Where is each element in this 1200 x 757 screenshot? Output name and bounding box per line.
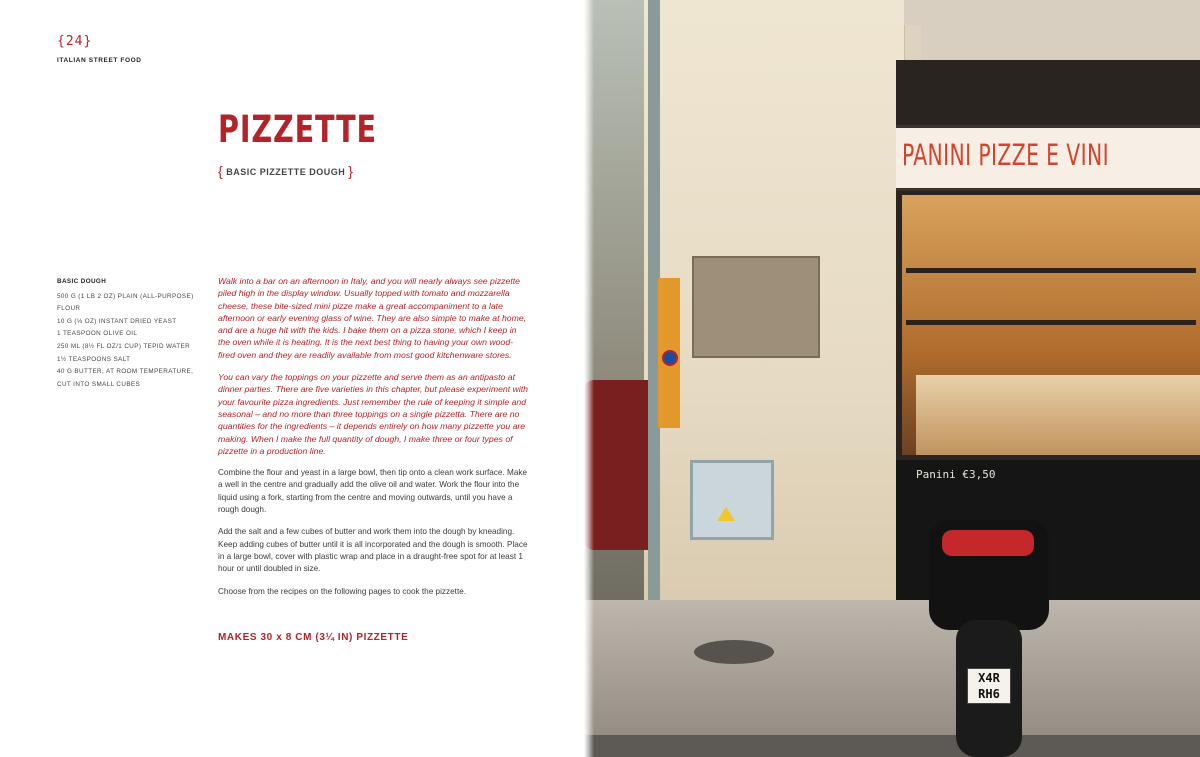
subtitle-text: BASIC PIZZETTE DOUGH (226, 167, 346, 177)
intro-paragraph: You can vary the toppings on your pizzette and serve them as an antipasto at dinner parties. There are five varieties in this chapter, but please experiment with your favourite pizza ingredients. Just remember the rule of keeping it simple and seasonal – and no more than three toppings on a single pizzetta. There are no quantities for the ingredients – it depends entirely on how many pizzette you are making. When I make the full quantity of dough, I make three or four types of pizzette in a production line. (218, 372, 529, 456)
shop-sign (896, 125, 1200, 191)
chalkboard-text: Panini €3,50 (916, 468, 996, 481)
method-step: Choose from the recipes on the following pages to cook the pizzette. (218, 586, 467, 596)
method-step: Add the salt and a few cubes of butter and work them into the dough by kneading. Keep adding cubes of butter until it is all incorporated and the dough is smooth. Place in a large bowl, cover with plastic wrap and place in a draught-free spot for at least 1 hour or until doubled in size. (218, 527, 528, 574)
street-photo (584, 0, 1200, 757)
ingredient-item: 10 G (⅓ OZ) INSTANT DRIED YEAST (57, 317, 177, 325)
photo-manhole (694, 640, 774, 664)
ingredient-item: 250 ML (8½ FL OZ/1 CUP) TEPID WATER (57, 342, 191, 350)
ingredient-item: 500 G (1 LB 2 OZ) PLAIN (ALL-PURPOSE) FLOUR (57, 292, 194, 313)
ingredients-heading: BASIC DOUGH (57, 278, 107, 285)
brace-close: } (348, 163, 354, 179)
book-title: ITALIAN STREET FOOD (57, 57, 142, 64)
recipe-subtitle (218, 163, 353, 179)
ingredient-item: 1 TEASPOON OLIVE OIL (57, 330, 138, 338)
method-text (218, 275, 528, 608)
torn-photo-edge (584, 0, 594, 757)
display-case (916, 375, 1200, 455)
photo-stone-plaque (692, 256, 820, 358)
license-plate-line: X4R (978, 671, 1000, 685)
license-plate-line: RH6 (978, 687, 1000, 701)
scooter-tail-light (942, 530, 1034, 556)
method-step: Combine the flour and yeast in a large bowl, then tip onto a clean work surface. Make a well in the centre and gradually add the olive oil and water. Work the flour into the liquid using a fork, starting from the centre and moving outwards, until you have a rough dough. (218, 468, 528, 515)
shop-shelf (906, 320, 1196, 325)
shop-sign-text: PANINI PIZZE E VINI (902, 138, 1109, 172)
photo-utility-box (690, 460, 774, 540)
warning-icon (717, 507, 735, 521)
page-number: {24} (57, 34, 93, 49)
ingredient-item: 1½ TEASPOONS SALT (57, 355, 131, 363)
ingredients-list (57, 276, 207, 391)
left-page (0, 0, 590, 757)
brace-open: { (218, 163, 224, 179)
recipe-yield: MAKES 30 x 8 CM (3¼ IN) PIZZETTE (218, 632, 409, 643)
photo-shopfront (896, 60, 1200, 600)
no-parking-icon (662, 350, 678, 366)
shop-shelf (906, 268, 1196, 273)
license-plate (967, 668, 1011, 704)
photo-curb (584, 735, 1200, 757)
photo-sidewalk (584, 600, 1200, 757)
ingredient-item: 40 G BUTTER, AT ROOM TEMPERATURE, CUT INTO SMALL CUBES (57, 368, 194, 388)
recipe-title: PIZZETTE (218, 108, 377, 151)
intro-paragraph: Walk into a bar on an afternoon in Italy, and you will nearly always see pizzette piled high in the display window. Usually topped with tomato and mozzarella cheese, these bite-sized mini pizze make a great accompaniment to a late afternoon or early evening glass of wine. They are also simple to make at home, and are a huge hit with the kids. I bake them on a pizza stone, which I keep in the oven while it is heating. It is the next best thing to having your own wood-fired oven and they are readily available from most good kitchenware stores. (218, 276, 527, 360)
photo-red-car (584, 380, 656, 550)
